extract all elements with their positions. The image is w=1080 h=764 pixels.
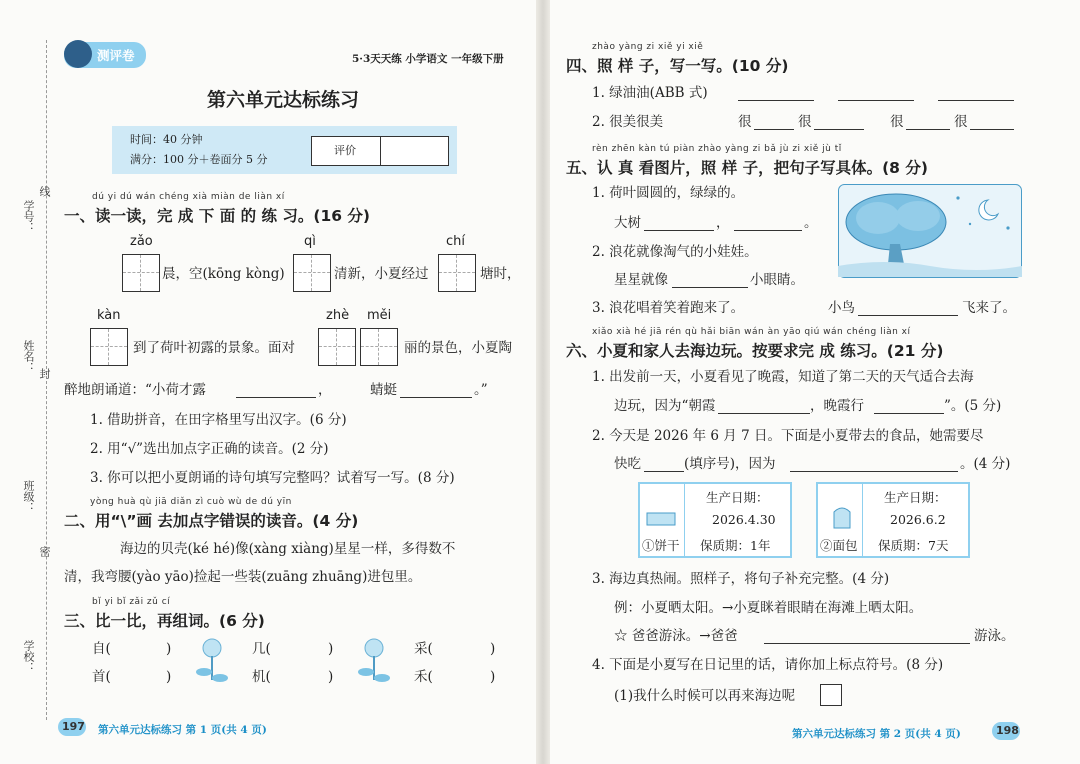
- py-chi: chí: [446, 234, 465, 249]
- s6-q3-b: ☆ 爸爸游泳。→爸爸: [614, 628, 738, 644]
- abb-blank-3[interactable]: [938, 100, 1014, 101]
- tree-night-picture: [838, 184, 1022, 278]
- line2-b: 丽的景色，小夏陶: [404, 340, 512, 356]
- s6-q2d: 。(4 分): [960, 456, 1011, 472]
- sec3-title: 三、比一比，再组词。(6 分): [64, 612, 265, 630]
- right-page: [548, 0, 1080, 764]
- s5-q1-comma: ，: [716, 215, 730, 231]
- s5-q3-bird: 小鸟: [828, 300, 855, 316]
- sec1-q1: 1. 借助拼音，在田字格里写出汉字。(6 分): [90, 412, 347, 428]
- card2-name: ②面包: [820, 538, 858, 553]
- proverb-blank-1[interactable]: [718, 413, 810, 414]
- card1-date: 2026.4.30: [712, 512, 776, 527]
- food-card-biscuit: [638, 482, 792, 558]
- s5-q2-eyes: 小眼睛。: [750, 272, 804, 288]
- info-box: [112, 126, 457, 174]
- line3-b: ，: [318, 382, 332, 398]
- s5-q1: 1. 荷叶圆圆的，绿绿的。: [592, 185, 745, 201]
- tian-box-qi[interactable]: [293, 254, 331, 292]
- sec6-title: 六、小夏和家人去海边玩。按要求完 成 练习。(21 分): [566, 342, 944, 360]
- line1-a: 晨，空(kōng kòng): [162, 266, 285, 282]
- s5-q1-period: 。: [804, 215, 818, 231]
- hen-blank-4[interactable]: [970, 129, 1014, 130]
- s5-q2: 2. 浪花就像淘气的小娃娃。: [592, 244, 758, 260]
- py-zhe: zhè: [326, 308, 350, 323]
- s6-q2b: 快吃: [614, 456, 641, 472]
- tree-blank-1[interactable]: [644, 230, 714, 231]
- word-zi-close: ): [166, 641, 172, 657]
- py-mei: měi: [367, 308, 392, 323]
- word-he-close: ): [490, 669, 496, 685]
- sec3-pinyin: bǐ yi bǐ zǎi zǔ cí: [92, 597, 171, 607]
- test-badge: 测评卷: [64, 42, 146, 68]
- sec2-title: 二、用“\”画 去加点字错误的读音。(4 分): [64, 512, 359, 530]
- binding-line: [46, 40, 47, 720]
- mascot-icon: [64, 40, 92, 68]
- py-zao: zǎo: [130, 234, 153, 249]
- line3-c: 蜻蜓: [370, 382, 397, 398]
- tian-box-zao[interactable]: [122, 254, 160, 292]
- sec5-pinyin: rèn zhēn kàn tú piàn zhào yàng zi bǎ jù zi xiě jù tǐ: [592, 144, 842, 154]
- word-ji-close: ): [328, 641, 334, 657]
- s6-q3-c: 游泳。: [974, 628, 1015, 644]
- line1-c: 塘时，: [480, 266, 521, 282]
- s5-q1-tree: 大树: [614, 215, 641, 231]
- s6-q1b: 边玩，因为“朝霞: [614, 398, 716, 414]
- poem-blank-1[interactable]: [236, 397, 316, 398]
- tian-box-kan[interactable]: [90, 328, 128, 366]
- sec2-line2: 清，我弯腰(yào yāo)捡起一些装(zuāng zhuāng)进包里。: [64, 569, 422, 585]
- margin-mark-secret: 密: [38, 546, 51, 557]
- s6-q4: 4. 下面是小夏写在日记里的话，请你加上标点符号。(8 分): [592, 657, 944, 673]
- abb-blank-2[interactable]: [838, 100, 914, 101]
- s6-q4a: (1)我什么时候可以再来海边呢: [614, 688, 796, 704]
- s6-q3-example: 例：小夏晒太阳。→小夏眯着眼睛在海滩上晒太阳。: [614, 600, 923, 616]
- sec2-line1: 海边的贝壳(ké hé)像(xàng xiàng)星星一样，多得数不: [120, 541, 456, 557]
- line1-b: 清新，小夏经过: [334, 266, 429, 282]
- s4-q2: 2. 很美很美: [592, 114, 664, 130]
- s5-q2-star: 星星就像: [614, 272, 668, 288]
- word-jixie: 机(: [252, 669, 271, 685]
- sec5-title: 五、认 真 看图片，照 样 子，把句子写具体。(8 分): [566, 159, 928, 177]
- flower-icon: [356, 636, 392, 686]
- star-blank[interactable]: [672, 287, 748, 288]
- sec1-pinyin: dú yi dú wán chéng xià miàn de liàn xí: [92, 192, 285, 202]
- page-footer: 第六单元达标练习 第 1 页(共 4 页): [98, 724, 267, 736]
- s4-hen-3: 很: [890, 114, 904, 130]
- margin-student-no: 学号：: [22, 200, 35, 233]
- sec1-q3: 3. 你可以把小夏朗诵的诗句填写完整吗？试着写一写。(8 分): [90, 470, 455, 486]
- s4-hen-4: 很: [954, 114, 968, 130]
- poem-blank-2[interactable]: [400, 397, 472, 398]
- tian-box-mei[interactable]: [360, 328, 398, 366]
- s6-q1d: ”。(5 分): [944, 398, 1002, 414]
- flower-icon: [194, 636, 230, 686]
- tian-box-chi[interactable]: [438, 254, 476, 292]
- s4-hen-2: 很: [798, 114, 812, 130]
- page-number: 197: [62, 720, 85, 733]
- word-shou-close: ): [166, 669, 172, 685]
- s6-q3: 3. 海边真热闹。照样子，将句子补充完整。(4 分): [592, 571, 890, 587]
- line2-a: 到了荷叶初露的景象。面对: [133, 340, 295, 356]
- tian-box-zhe[interactable]: [318, 328, 356, 366]
- food-card-bread: [816, 482, 970, 558]
- info-time: 时间：40 分钟: [130, 133, 203, 146]
- card2-shelf: 保质期：7天: [878, 538, 949, 553]
- py-qi: qì: [304, 234, 316, 249]
- s6-q1c: ，晚霞行: [810, 398, 864, 414]
- eval-box: [311, 136, 449, 166]
- margin-mark-seal: 封: [38, 368, 51, 379]
- food-number-blank[interactable]: [644, 471, 684, 472]
- word-cai-close: ): [490, 641, 496, 657]
- margin-mark-line: 线: [38, 186, 51, 197]
- s6-q2a: 2. 今天是 2026 年 6 月 7 日。下面是小夏带去的食品，她需要尽: [592, 428, 984, 444]
- page-title: 第六单元达标练习: [207, 89, 360, 111]
- margin-name: 姓名：: [22, 340, 35, 373]
- abb-blank-1[interactable]: [738, 100, 814, 101]
- page-number-badge: [992, 722, 1020, 740]
- word-jixie-close: ): [328, 669, 334, 685]
- line3-a: 醉地朗诵道：“小荷才露: [64, 382, 206, 398]
- s5-q3-fly: 飞来了。: [962, 300, 1016, 316]
- sec1-q2: 2. 用“√”选出加点字正确的读音。(2 分): [90, 441, 329, 457]
- eval-label: 评价: [334, 144, 356, 157]
- sec4-title: 四、照 样 子，写一写。(10 分): [566, 57, 789, 75]
- bird-blank[interactable]: [858, 315, 958, 316]
- card1-shelf: 保质期：1年: [700, 538, 771, 553]
- card1-prod-label: 生产日期：: [706, 490, 769, 505]
- biscuit-icon: [646, 510, 676, 528]
- word-cai: 采(: [414, 641, 433, 657]
- word-he: 禾(: [414, 669, 433, 685]
- bread-icon: [830, 504, 854, 530]
- sec2-pinyin: yòng huà qù jiā diǎn zì cuò wù de dú yīn: [90, 497, 292, 507]
- tree-blank-2[interactable]: [734, 230, 802, 231]
- hen-blank-2[interactable]: [814, 129, 864, 130]
- word-ji: 几(: [252, 641, 271, 657]
- sec4-pinyin: zhào yàng zi xiě yi xiě: [592, 42, 704, 52]
- info-score: 满分：100 分＋卷面分 5 分: [130, 153, 268, 166]
- page-number-badge: [58, 718, 86, 736]
- s6-q2c: (填序号)，因为: [684, 456, 776, 472]
- swim-blank[interactable]: [764, 643, 970, 644]
- card2-prod-label: 生产日期：: [884, 490, 947, 505]
- punctuation-box[interactable]: [820, 684, 842, 706]
- sec1-title: 一、读一读，完 成 下 面 的 练 习。(16 分): [64, 207, 371, 225]
- hen-blank-3[interactable]: [906, 129, 950, 130]
- hen-blank-1[interactable]: [754, 129, 794, 130]
- page-footer: 第六单元达标练习 第 2 页(共 4 页): [792, 728, 961, 740]
- page-number: 198: [996, 724, 1019, 737]
- margin-school: 学校：: [22, 640, 35, 673]
- s6-q1a: 1. 出发前一天，小夏看见了晚霞，知道了第二天的天气适合去海: [592, 369, 974, 385]
- proverb-blank-2[interactable]: [874, 413, 944, 414]
- line3-d: 。”: [474, 382, 488, 398]
- py-kan: kàn: [97, 308, 121, 323]
- sec6-pinyin: xiǎo xià hé jiā rén qù hǎi biān wán àn yāo qiú wán chéng liàn xí: [592, 327, 911, 337]
- s5-q3: 3. 浪花唱着笑着跑来了。: [592, 300, 745, 316]
- word-zi: 自(: [92, 641, 111, 657]
- s4-hen-1: 很: [738, 114, 752, 130]
- word-shou: 首(: [92, 669, 111, 685]
- s4-q1: 1. 绿油油(ABB 式): [592, 85, 708, 101]
- book-header: 5·3天天练 小学语文 一年级下册: [352, 53, 504, 65]
- card1-name: ①饼干: [642, 538, 680, 553]
- reason-blank[interactable]: [790, 471, 958, 472]
- card2-date: 2026.6.2: [890, 512, 946, 527]
- margin-class: 班级：: [22, 480, 35, 513]
